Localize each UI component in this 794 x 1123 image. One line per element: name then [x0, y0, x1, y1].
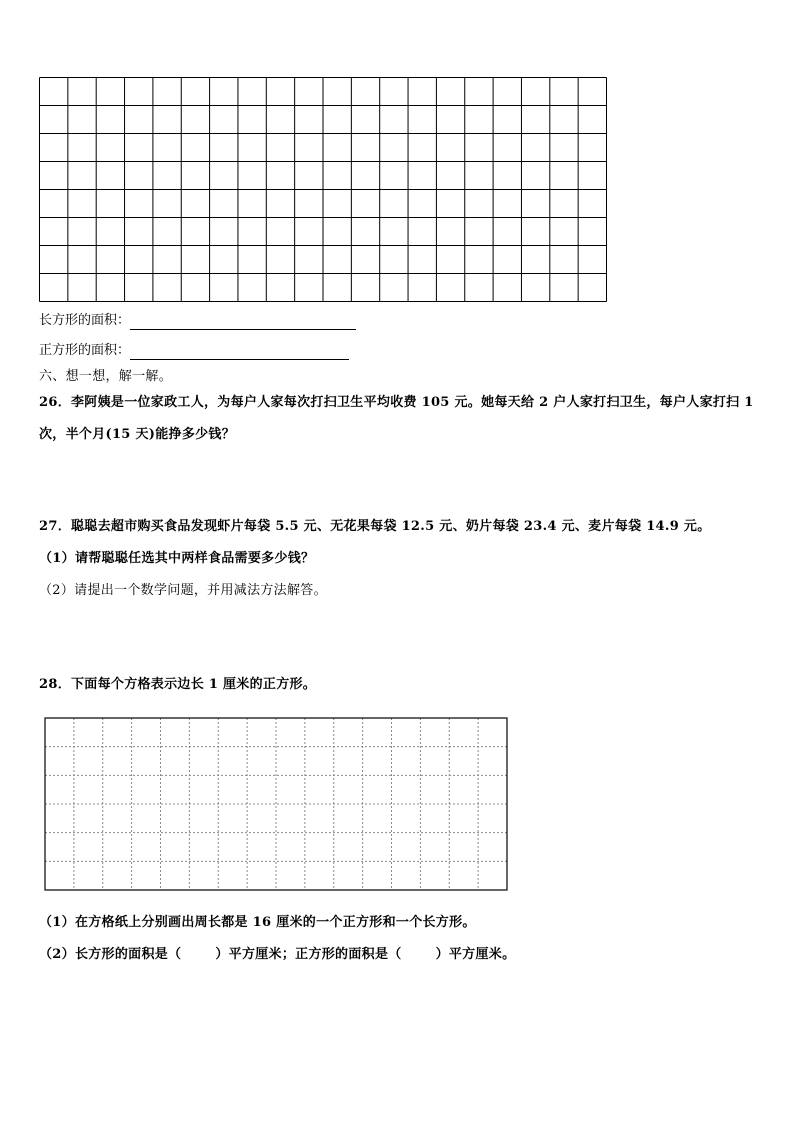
q28-sub2-part2: ）平方厘米；正方形的面积是（ [215, 947, 402, 962]
rect-area-label: 长方形的面积： [39, 313, 131, 328]
q26-line2: 次，半个月(15 天)能挣多少钱？ [39, 427, 236, 442]
q28-sub2 [39, 946, 515, 964]
q26-line1: 26．李阿姨是一位家政工人，为每户人家每次打扫卫生平均收费 105 元。她每天给 2 户人家打扫卫生，每户人家打扫 1 [39, 395, 754, 410]
q27-sub1: （1）请帮聪聪任选其中两样食品需要多少钱？ [39, 551, 315, 566]
square-area-label: 正方形的面积： [39, 343, 131, 358]
q27-sub2: （2）请提出一个数学问题，并用减法方法解答。 [39, 583, 327, 598]
q27-stem: 27．聪聪去超市购买食品发现虾片每袋 5.5 元、无花果每袋 12.5 元、奶片每袋 23.4 元、麦片每袋 14.9 元。 [39, 519, 711, 534]
rect-area-blank[interactable] [130, 315, 356, 330]
q28-stem: 28．下面每个方格表示边长 1 厘米的正方形。 [39, 677, 317, 692]
answer-grid-dotted [44, 717, 508, 891]
q28-sub1: （1）在方格纸上分别画出周长都是 16 厘米的一个正方形和一个长方形。 [39, 915, 476, 930]
answer-grid-top [39, 77, 609, 303]
square-area-line [39, 342, 349, 360]
square-area-blank[interactable] [130, 345, 349, 360]
q28-sub2-part3: ）平方厘米。 [435, 947, 516, 962]
q28-sub2-part1: （2）长方形的面积是（ [39, 947, 182, 962]
rect-area-line [39, 312, 356, 330]
section-title: 六、想一想，解一解。 [39, 369, 173, 384]
